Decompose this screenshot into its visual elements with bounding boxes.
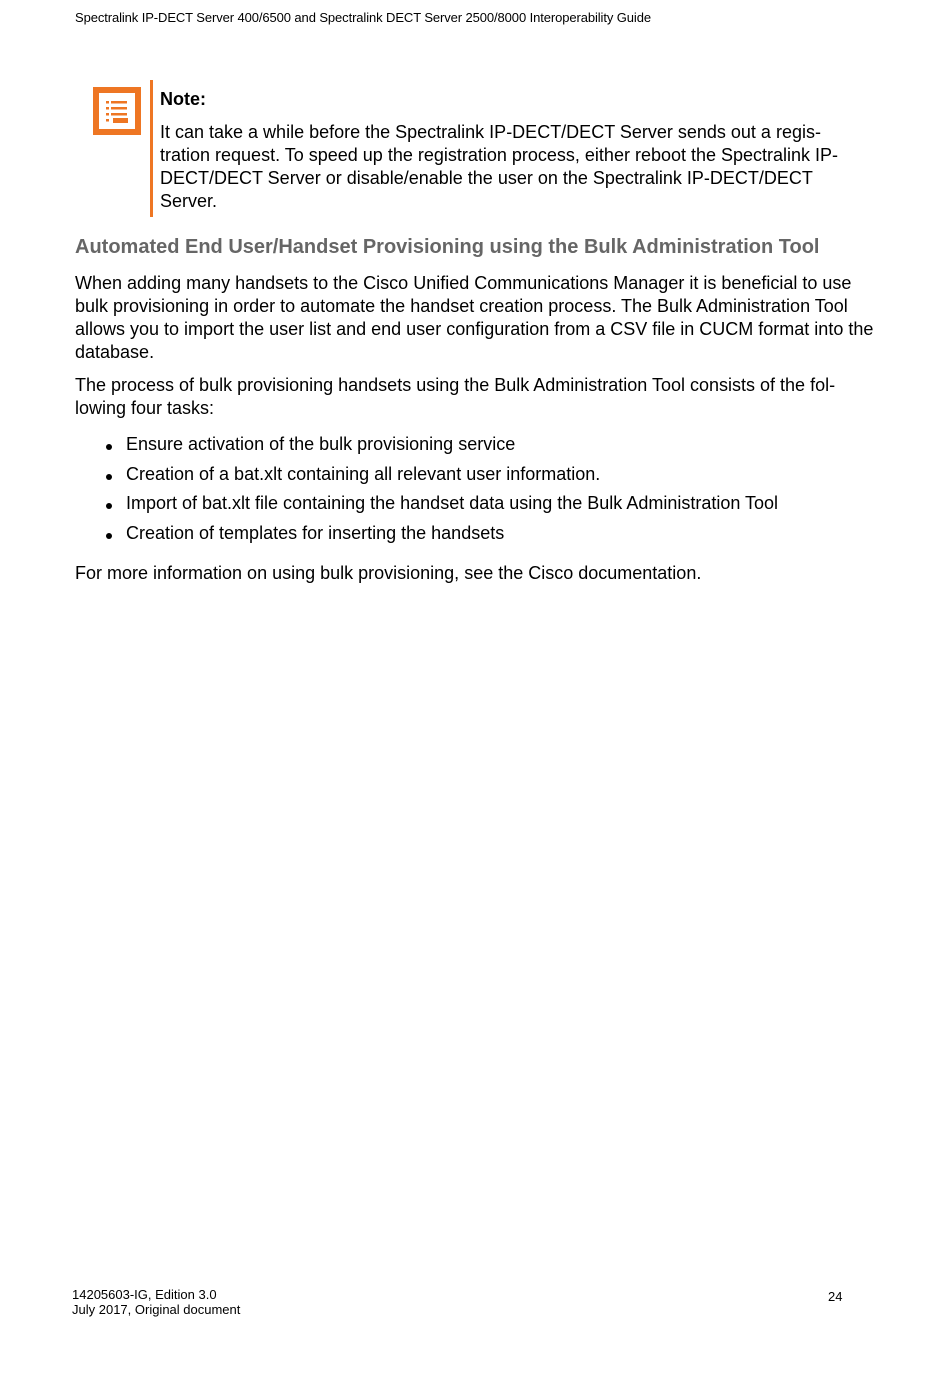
note-text: It can take a while before the Spectralink IP-DECT/DECT Server sends out a regis-tration request. To speed up the registration process, either reboot the Spectralink IP-DECT/DECT Server or disable/enable the user on the Spectralink IP-DECT/DECT Server. bbox=[160, 122, 839, 211]
page-number: 24 bbox=[828, 1289, 843, 1304]
bullet-dot-icon bbox=[106, 533, 112, 539]
bullet-dot-icon bbox=[106, 503, 112, 509]
more-info-paragraph: For more information on using bulk provisioning, see the Cisco documentation. bbox=[75, 563, 702, 583]
list-item bbox=[75, 522, 778, 552]
note-list-icon bbox=[93, 87, 141, 135]
list-item bbox=[75, 492, 778, 522]
list-item-text: Creation of templates for inserting the handsets bbox=[126, 523, 505, 544]
section-heading: Automated End User/Handset Provisioning using the Bulk Administration Tool bbox=[75, 236, 820, 258]
note-accent-bar bbox=[150, 80, 153, 217]
footer-doc-id: 14205603-IG, Edition 3.0 bbox=[72, 1287, 217, 1302]
footer-date: July 2017, Original document bbox=[72, 1302, 241, 1317]
intro-paragraph: When adding many handsets to the Cisco Unified Communications Manager it is beneficial to use bulk provisioning in order to automate the handset creation process. The Bulk Administration Tool allows you to import the user list and end user configuration from a CSV file in CUCM format into the database. bbox=[75, 273, 874, 362]
footer-doc-info bbox=[72, 1287, 240, 1317]
note-title: Note: bbox=[160, 89, 206, 109]
list-item bbox=[75, 463, 778, 493]
task-list bbox=[75, 433, 778, 552]
list-item-text: Import of bat.xlt file containing the handset data using the Bulk Administration Tool bbox=[126, 493, 779, 514]
list-item bbox=[75, 433, 778, 463]
bullet-dot-icon bbox=[106, 474, 112, 480]
list-item-text: Creation of a bat.xlt containing all relevant user information. bbox=[126, 463, 601, 484]
list-item-text: Ensure activation of the bulk provisioning service bbox=[126, 434, 516, 454]
process-paragraph: The process of bulk provisioning handsets using the Bulk Administration Tool consists of the fol-lowing four tasks: bbox=[75, 375, 836, 418]
bullet-dot-icon bbox=[106, 444, 112, 450]
page-header-title: Spectralink IP-DECT Server 400/6500 and Spectralink DECT Server 2500/8000 Interoperability Guide bbox=[75, 10, 651, 25]
